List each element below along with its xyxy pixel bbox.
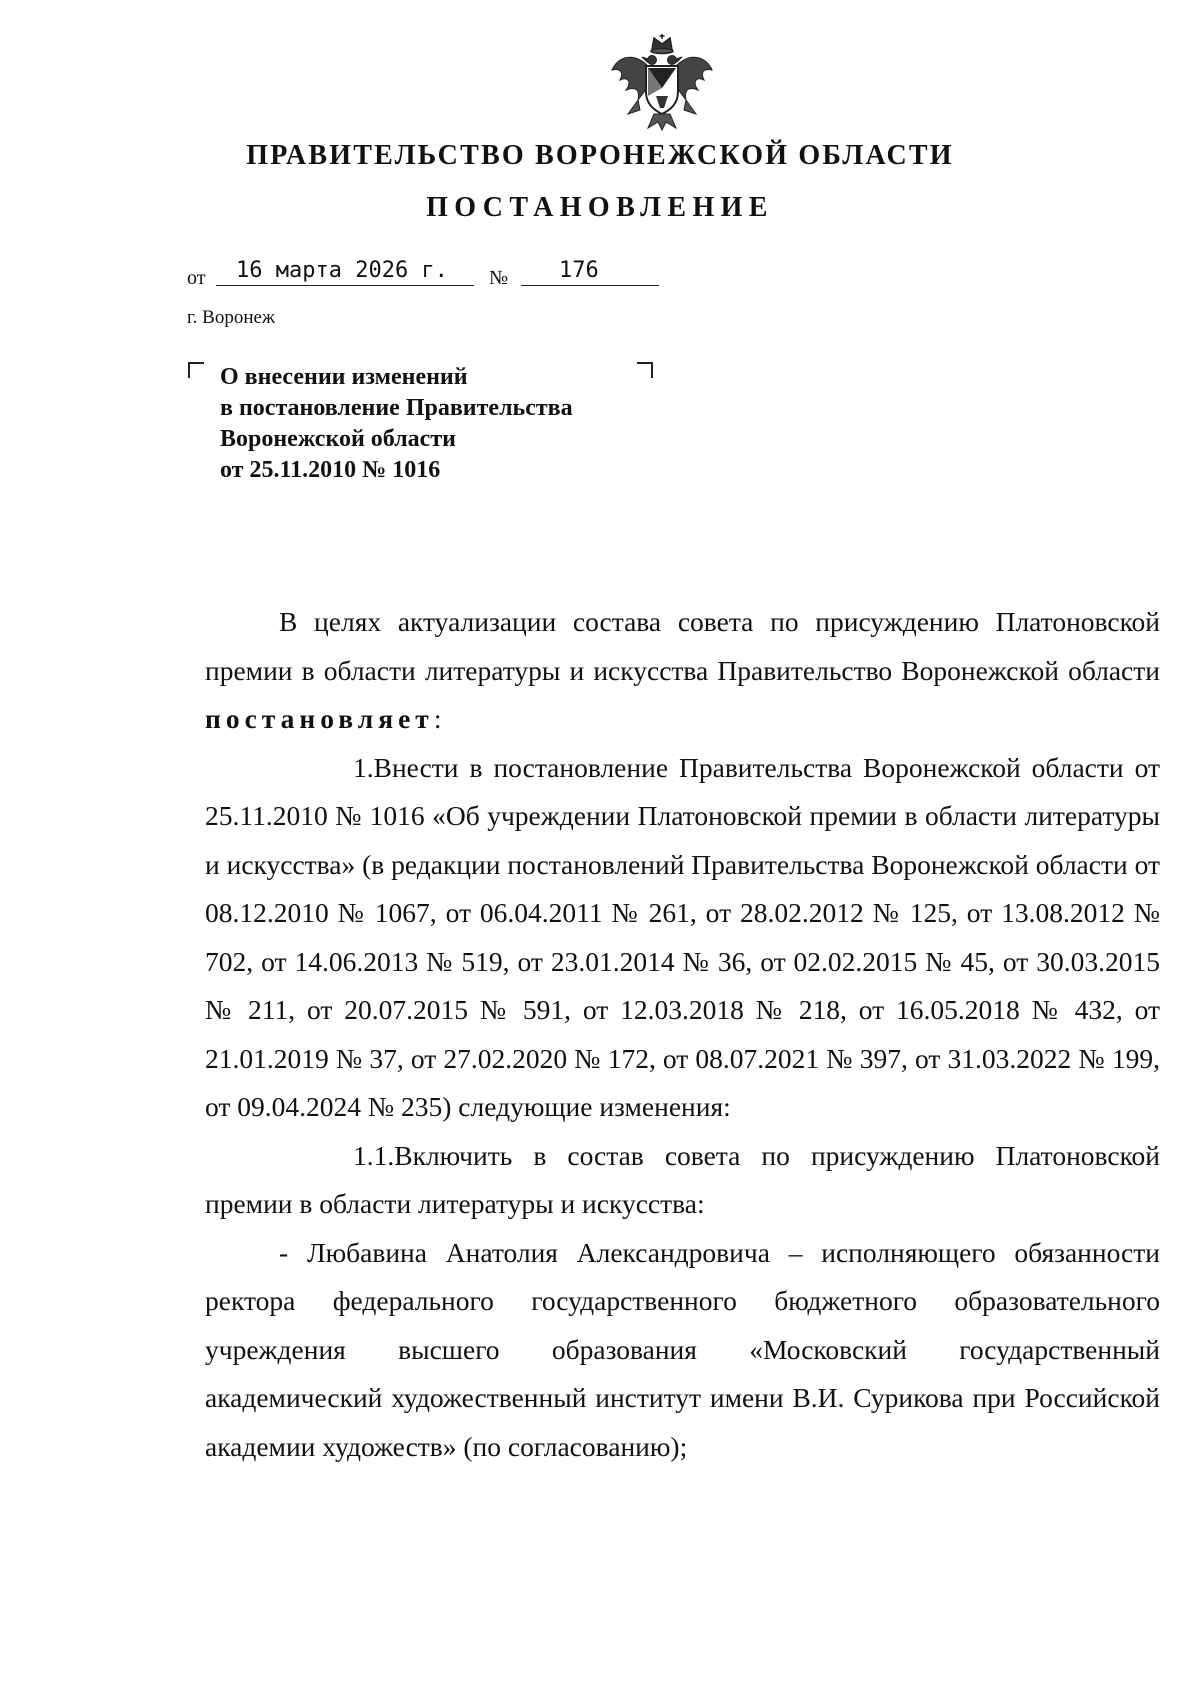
preamble-paragraph: [205, 598, 1160, 744]
number-value: 176: [559, 258, 599, 283]
resolves-word: постановляет: [205, 703, 434, 734]
subject-line: О внесении изменений: [220, 364, 468, 390]
item-1-number: 1.: [353, 751, 374, 783]
item-1-1-text: Включить в состав совета по присуждению Платоновской премии в области литературы и искусства:: [205, 1139, 1160, 1219]
coat-of-arms-icon: [608, 30, 716, 132]
subject-line: в постановление Правительства: [220, 395, 573, 421]
date-value: 16 марта 2026 г.: [236, 258, 448, 283]
date-label: от: [187, 267, 206, 289]
member-entry-paragraph: [205, 1229, 1160, 1472]
city: г. Воронеж: [187, 307, 276, 328]
item-1-1-number: 1.1.: [353, 1139, 395, 1171]
item-1-text: Внести в постановление Правительства Воронежской области от 25.11.2010 № 1016 «Об учреждении Платоновской премии в области литературы и искусства» (в редакции постановлений Правительства Воронежской области от 08.12.2010 № 1067, от 06.04.2011 № 261, от 28.02.2012 № 125, от 13.08.2012 № 702, от 14.06.2013 № 519, от 23.01.2014 № 36, от 02.02.2015 № 45, от 30.03.2015 № 211, от 20.07.2015 № 591, от 12.03.2018 № 218, от 16.05.2018 № 432, от 21.01.2019 № 37, от 27.02.2020 № 172, от 08.07.2021 № 397, от 31.03.2022 № 199, от 09.04.2024 № 235) следующие изменения:: [205, 751, 1160, 1122]
preamble-text: В целях актуализации состава совета по присуждению Платоновской премии в области литературы и искусства Правительство Воронежской области: [205, 606, 1160, 686]
item-1-paragraph: [205, 744, 1160, 1132]
resolves-colon: :: [433, 703, 442, 734]
subject-corner-left: [188, 362, 204, 378]
issuing-authority: ПРАВИТЕЛЬСТВО ВОРОНЕЖСКОЙ ОБЛАСТИ: [246, 140, 954, 171]
document-body: [205, 598, 1160, 1471]
document-subject: [220, 362, 640, 486]
number-field: [521, 253, 659, 286]
item-1-1-paragraph: [205, 1132, 1160, 1229]
member-entry-text: - Любавина Анатолия Александровича – исполняющего обязанности ректора федерального государственного бюджетного образовательного учреждения высшего образования «Московский государственный академический художественный институт имени В.И. Сурикова при Российской академии художеств» (по согласованию);: [205, 1236, 1160, 1462]
document-type: ПОСТАНОВЛЕНИЕ: [426, 192, 774, 223]
date-field: [216, 253, 474, 286]
subject-line: от 25.11.2010 № 1016: [220, 457, 441, 483]
number-label: №: [489, 267, 509, 289]
registration-line: [187, 252, 667, 292]
subject-line: Воронежской области: [220, 426, 456, 452]
